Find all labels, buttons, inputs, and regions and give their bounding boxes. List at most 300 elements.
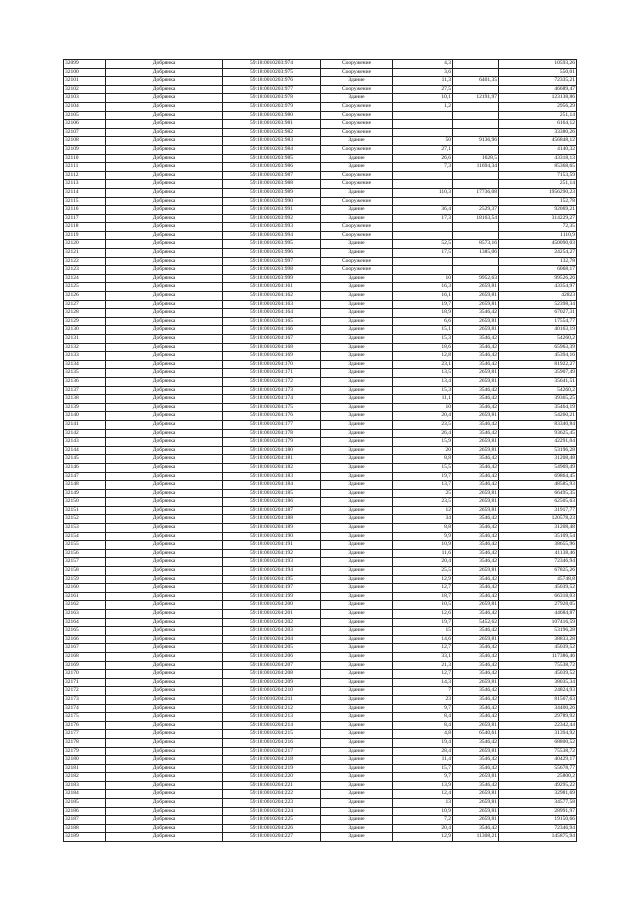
object-type-cell: Здание [321, 713, 393, 722]
cadastral-value-cell: 25800,2 [499, 773, 577, 782]
cadastral-value-cell: 38655,96 [499, 541, 577, 550]
specific-value-cell: 3546,42 [453, 644, 499, 653]
table-row [64, 687, 577, 696]
cadastral-number-cell: 59:18:0010204:176 [223, 412, 321, 421]
area-cell: 16,3 [393, 283, 453, 292]
specific-value-cell: 8573,16 [453, 240, 499, 249]
specific-value-cell [453, 85, 499, 94]
cadastral-number-cell: 59:18:0010204:164 [223, 309, 321, 318]
table-row [64, 764, 577, 773]
row-number-cell: 32178 [64, 738, 106, 747]
specific-value-cell: 2659,81 [453, 438, 499, 447]
locality-cell: Добрянка [106, 652, 223, 661]
locality-cell: Добрянка [106, 240, 223, 249]
object-type-cell: Сооружение [321, 231, 393, 240]
area-cell: 3,6 [393, 68, 453, 77]
locality-cell: Добрянка [106, 77, 223, 86]
object-type-cell: Здание [321, 790, 393, 799]
row-number-cell: 32162 [64, 601, 106, 610]
object-type-cell: Сооружение [321, 68, 393, 77]
locality-cell: Добрянка [106, 395, 223, 404]
object-type-cell: Здание [321, 506, 393, 515]
object-type-cell: Здание [321, 240, 393, 249]
row-number-cell: 32116 [64, 206, 106, 215]
cadastral-value-cell: 49295,22 [499, 781, 577, 790]
table-row [64, 120, 577, 129]
table-row [64, 532, 577, 541]
cadastral-value-cell: 29789,92 [499, 713, 577, 722]
object-type-cell: Здание [321, 575, 393, 584]
table-row [64, 309, 577, 318]
object-type-cell: Здание [321, 429, 393, 438]
specific-value-cell [453, 266, 499, 275]
area-cell: 23,5 [393, 498, 453, 507]
object-type-cell: Здание [321, 352, 393, 361]
table-row [64, 111, 577, 120]
row-number-cell: 32118 [64, 223, 106, 232]
object-type-cell: Здание [321, 807, 393, 816]
table-row [64, 635, 577, 644]
cadastral-value-cell: 145875,94 [499, 833, 577, 842]
row-number-cell: 32105 [64, 111, 106, 120]
cadastral-value-cell: 10593,26 [499, 60, 577, 69]
specific-value-cell: 2659,81 [453, 292, 499, 301]
row-number-cell: 32160 [64, 584, 106, 593]
table-row [64, 489, 577, 498]
area-cell [393, 120, 453, 129]
area-cell: 23 [393, 695, 453, 704]
cadastral-value-cell: 22342,44 [499, 721, 577, 730]
locality-cell: Добрянка [106, 472, 223, 481]
table-row [64, 163, 577, 172]
table-row [64, 549, 577, 558]
cadastral-value-cell: 31394,92 [499, 730, 577, 739]
row-number-cell: 32103 [64, 94, 106, 103]
table-row [64, 575, 577, 584]
locality-cell: Добрянка [106, 120, 223, 129]
table-row [64, 601, 577, 610]
table-row [64, 137, 577, 146]
area-cell: 20,4 [393, 558, 453, 567]
cadastral-value-cell: 251,14 [499, 111, 577, 120]
object-type-cell: Здание [321, 317, 393, 326]
area-cell: 28,4 [393, 747, 453, 756]
locality-cell: Добрянка [106, 102, 223, 111]
cadastral-value-cell: 75538,72 [499, 661, 577, 670]
row-number-cell: 32152 [64, 515, 106, 524]
cadastral-number-cell: 59:18:0010204:199 [223, 592, 321, 601]
specific-value-cell: 2659,81 [453, 326, 499, 335]
row-number-cell: 32146 [64, 463, 106, 472]
cadastral-number-cell: 59:18:0010203:998 [223, 266, 321, 275]
locality-cell: Добрянка [106, 283, 223, 292]
locality-cell: Добрянка [106, 429, 223, 438]
cadastral-number-cell: 59:18:0010204:193 [223, 558, 321, 567]
area-cell: 10,9 [393, 807, 453, 816]
locality-cell: Добрянка [106, 824, 223, 833]
locality-cell: Добрянка [106, 575, 223, 584]
cadastral-number-cell: 59:18:0010204:166 [223, 326, 321, 335]
row-number-cell: 32144 [64, 446, 106, 455]
table-row [64, 317, 577, 326]
specific-value-cell: 3546,42 [453, 395, 499, 404]
table-row [64, 592, 577, 601]
cadastral-number-cell: 59:18:0010204:213 [223, 713, 321, 722]
row-number-cell: 32164 [64, 618, 106, 627]
row-number-cell: 32139 [64, 403, 106, 412]
object-type-cell: Сооружение [321, 145, 393, 154]
cadastral-value-cell: 41138,46 [499, 549, 577, 558]
object-type-cell: Здание [321, 163, 393, 172]
area-cell: 15,3 [393, 335, 453, 344]
area-cell: 25,5 [393, 567, 453, 576]
object-type-cell: Сооружение [321, 128, 393, 137]
document-page [63, 59, 576, 842]
table-row [64, 558, 577, 567]
cadastral-number-cell: 59:18:0010203:977 [223, 85, 321, 94]
specific-value-cell: 2659,81 [453, 300, 499, 309]
cadastral-value-cell: 65963,39 [499, 343, 577, 352]
area-cell: 12,8 [393, 352, 453, 361]
specific-value-cell: 3546,42 [453, 695, 499, 704]
object-type-cell: Здание [321, 584, 393, 593]
cadastral-number-cell: 59:18:0010204:170 [223, 360, 321, 369]
row-number-cell: 32184 [64, 790, 106, 799]
table-row [64, 670, 577, 679]
cadastral-value-cell: 132,78 [499, 257, 577, 266]
cadastral-number-cell: 59:18:0010204:189 [223, 524, 321, 533]
specific-value-cell: 3546,42 [453, 610, 499, 619]
object-type-cell: Сооружение [321, 60, 393, 69]
area-cell: 15,9 [393, 438, 453, 447]
row-number-cell: 32169 [64, 661, 106, 670]
locality-cell: Добрянка [106, 137, 223, 146]
cadastral-value-cell: 28991,97 [499, 807, 577, 816]
cadastral-number-cell: 59:18:0010204:174 [223, 395, 321, 404]
table-row [64, 128, 577, 137]
cadastral-number-cell: 59:18:0010203:982 [223, 128, 321, 137]
row-number-cell: 32154 [64, 532, 106, 541]
specific-value-cell: 3546,42 [453, 472, 499, 481]
object-type-cell: Здание [321, 747, 393, 756]
table-row [64, 102, 577, 111]
area-cell: 15,7 [393, 764, 453, 773]
table-row [64, 360, 577, 369]
cadastral-number-cell: 59:18:0010204:185 [223, 489, 321, 498]
table-body [64, 60, 577, 842]
locality-cell: Добрянка [106, 128, 223, 137]
object-type-cell: Здание [321, 446, 393, 455]
cadastral-number-cell: 59:18:0010204:222 [223, 790, 321, 799]
cadastral-number-cell: 59:18:0010203:986 [223, 163, 321, 172]
row-number-cell: 32151 [64, 506, 106, 515]
row-number-cell: 32157 [64, 558, 106, 567]
locality-cell: Добрянка [106, 713, 223, 722]
row-number-cell: 32182 [64, 773, 106, 782]
cadastral-value-cell: 67027,31 [499, 309, 577, 318]
area-cell: 8,8 [393, 455, 453, 464]
object-type-cell: Здание [321, 283, 393, 292]
row-number-cell: 32123 [64, 266, 106, 275]
cadastral-value-cell: 42291,04 [499, 438, 577, 447]
locality-cell: Добрянка [106, 721, 223, 730]
area-cell: 21,3 [393, 661, 453, 670]
row-number-cell: 32173 [64, 695, 106, 704]
object-type-cell: Здание [321, 670, 393, 679]
cadastral-number-cell: 59:18:0010204:191 [223, 541, 321, 550]
cadastral-value-cell: 38833,28 [499, 635, 577, 644]
table-row [64, 661, 577, 670]
row-number-cell: 32126 [64, 292, 106, 301]
object-type-cell: Здание [321, 592, 393, 601]
specific-value-cell: 3546,42 [453, 704, 499, 713]
area-cell [393, 223, 453, 232]
row-number-cell: 32156 [64, 549, 106, 558]
table-row [64, 395, 577, 404]
locality-cell: Добрянка [106, 532, 223, 541]
table-row [64, 283, 577, 292]
specific-value-cell: 2529,37 [453, 206, 499, 215]
cadastral-value-cell: 62505,63 [499, 498, 577, 507]
object-type-cell: Сооружение [321, 197, 393, 206]
cadastral-value-cell: 35907,49 [499, 369, 577, 378]
table-row [64, 369, 577, 378]
cadastral-number-cell: 59:18:0010203:985 [223, 154, 321, 163]
locality-cell: Добрянка [106, 377, 223, 386]
cadastral-number-cell: 59:18:0010204:183 [223, 472, 321, 481]
specific-value-cell: 3546,42 [453, 386, 499, 395]
area-cell: 36,4 [393, 206, 453, 215]
table-row [64, 429, 577, 438]
area-cell: 13,7 [393, 481, 453, 490]
object-type-cell: Сооружение [321, 223, 393, 232]
specific-value-cell: 3546,42 [453, 713, 499, 722]
area-cell: 8,4 [393, 721, 453, 730]
object-type-cell: Здание [321, 661, 393, 670]
object-type-cell: Здание [321, 756, 393, 765]
row-number-cell: 32159 [64, 575, 106, 584]
object-type-cell: Здание [321, 799, 393, 808]
cadastral-number-cell: 59:18:0010204:195 [223, 575, 321, 584]
locality-cell: Добрянка [106, 369, 223, 378]
row-number-cell: 32186 [64, 807, 106, 816]
locality-cell: Добрянка [106, 111, 223, 120]
specific-value-cell: 2659,81 [453, 816, 499, 825]
table-row [64, 154, 577, 163]
specific-value-cell: 3546,42 [453, 532, 499, 541]
cadastral-value-cell: 44684,87 [499, 610, 577, 619]
object-type-cell: Здание [321, 567, 393, 576]
locality-cell: Добрянка [106, 309, 223, 318]
locality-cell: Добрянка [106, 60, 223, 69]
specific-value-cell: 3546,42 [453, 652, 499, 661]
locality-cell: Добрянка [106, 610, 223, 619]
object-type-cell: Сооружение [321, 102, 393, 111]
row-number-cell: 32153 [64, 524, 106, 533]
locality-cell: Добрянка [106, 274, 223, 283]
area-cell: 8,8 [393, 524, 453, 533]
object-type-cell: Здание [321, 515, 393, 524]
specific-value-cell: 6540,61 [453, 730, 499, 739]
row-number-cell: 32179 [64, 747, 106, 756]
row-number-cell: 32114 [64, 188, 106, 197]
row-number-cell: 32134 [64, 360, 106, 369]
cadastral-number-cell: 59:18:0010204:186 [223, 498, 321, 507]
table-row [64, 300, 577, 309]
row-number-cell: 32108 [64, 137, 106, 146]
specific-value-cell: 3546,42 [453, 524, 499, 533]
specific-value-cell [453, 223, 499, 232]
cadastral-number-cell: 59:18:0010204:224 [223, 807, 321, 816]
object-type-cell: Здание [321, 833, 393, 842]
cadastral-number-cell: 59:18:0010204:192 [223, 549, 321, 558]
object-type-cell: Здание [321, 137, 393, 146]
cadastral-value-cell: 72346,94 [499, 558, 577, 567]
cadastral-value-cell: 45039,52 [499, 584, 577, 593]
area-cell [393, 111, 453, 120]
area-cell: 19,7 [393, 618, 453, 627]
row-number-cell: 32106 [64, 120, 106, 129]
locality-cell: Добрянка [106, 670, 223, 679]
table-row [64, 799, 577, 808]
cadastral-value-cell: 31208,48 [499, 524, 577, 533]
cadastral-value-cell: 32981,69 [499, 790, 577, 799]
locality-cell: Добрянка [106, 687, 223, 696]
cadastral-value-cell: 2956,29 [499, 102, 577, 111]
area-cell: 27,1 [393, 145, 453, 154]
locality-cell: Добрянка [106, 558, 223, 567]
area-cell: 20,4 [393, 412, 453, 421]
object-type-cell: Здание [321, 738, 393, 747]
object-type-cell: Здание [321, 377, 393, 386]
table-row [64, 618, 577, 627]
area-cell [393, 231, 453, 240]
cadastral-number-cell: 59:18:0010204:214 [223, 721, 321, 730]
table-row [64, 68, 577, 77]
cadastral-number-cell: 59:18:0010203:996 [223, 249, 321, 258]
cadastral-number-cell: 59:18:0010203:979 [223, 102, 321, 111]
area-cell: 11,3 [393, 77, 453, 86]
area-cell [393, 257, 453, 266]
specific-value-cell: 2659,81 [453, 799, 499, 808]
specific-value-cell: 2659,81 [453, 790, 499, 799]
cadastral-value-cell: 35109,54 [499, 532, 577, 541]
row-number-cell: 32104 [64, 102, 106, 111]
locality-cell: Добрянка [106, 300, 223, 309]
specific-value-cell: 1385,06 [453, 249, 499, 258]
cadastral-value-cell: 66495,35 [499, 489, 577, 498]
cadastral-number-cell: 59:18:0010204:182 [223, 463, 321, 472]
cadastral-number-cell: 59:18:0010203:995 [223, 240, 321, 249]
locality-cell: Добрянка [106, 249, 223, 258]
area-cell: 11,1 [393, 395, 453, 404]
area-cell: 16,1 [393, 292, 453, 301]
cadastral-value-cell: 54260,21 [499, 412, 577, 421]
cadastral-number-cell: 59:18:0010204:202 [223, 618, 321, 627]
specific-value-cell: 3546,42 [453, 584, 499, 593]
area-cell: 13,4 [393, 377, 453, 386]
cadastral-number-cell: 59:18:0010203:975 [223, 68, 321, 77]
row-number-cell: 32140 [64, 412, 106, 421]
locality-cell: Добрянка [106, 231, 223, 240]
locality-cell: Добрянка [106, 455, 223, 464]
table-row [64, 652, 577, 661]
cadastral-value-cell: 93625,45 [499, 429, 577, 438]
row-number-cell: 32128 [64, 309, 106, 318]
object-type-cell: Здание [321, 412, 393, 421]
locality-cell: Добрянка [106, 799, 223, 808]
row-number-cell: 32137 [64, 386, 106, 395]
object-type-cell: Здание [321, 455, 393, 464]
locality-cell: Добрянка [106, 154, 223, 163]
specific-value-cell: 3546,42 [453, 403, 499, 412]
area-cell: 10,1 [393, 94, 453, 103]
row-number-cell: 32130 [64, 326, 106, 335]
cadastral-value-cell: 152,78 [499, 197, 577, 206]
area-cell: 34 [393, 515, 453, 524]
cadastral-number-cell: 59:18:0010204:184 [223, 481, 321, 490]
area-cell: 1,2 [393, 102, 453, 111]
object-type-cell: Здание [321, 532, 393, 541]
locality-cell: Добрянка [106, 68, 223, 77]
object-type-cell: Здание [321, 549, 393, 558]
locality-cell: Добрянка [106, 635, 223, 644]
row-number-cell: 32174 [64, 704, 106, 713]
table-row [64, 584, 577, 593]
specific-value-cell: 18163,54 [453, 214, 499, 223]
cadastral-number-cell: 59:18:0010204:212 [223, 704, 321, 713]
table-row [64, 231, 577, 240]
specific-value-cell: 2659,81 [453, 506, 499, 515]
locality-cell: Добрянка [106, 188, 223, 197]
locality-cell: Добрянка [106, 773, 223, 782]
cadastral-value-cell: 314229,27 [499, 214, 577, 223]
object-type-cell: Здание [321, 335, 393, 344]
object-type-cell: Здание [321, 463, 393, 472]
cadastral-number-cell: 59:18:0010204:216 [223, 738, 321, 747]
cadastral-value-cell: 55678,77 [499, 764, 577, 773]
locality-cell: Добрянка [106, 257, 223, 266]
cadastral-value-cell: 54260,2 [499, 335, 577, 344]
area-cell: 12,4 [393, 790, 453, 799]
row-number-cell: 32133 [64, 352, 106, 361]
row-number-cell: 32149 [64, 489, 106, 498]
area-cell: 8,4 [393, 713, 453, 722]
cadastral-value-cell: 85368,65 [499, 163, 577, 172]
table-row [64, 695, 577, 704]
locality-cell: Добрянка [106, 584, 223, 593]
cadastral-number-cell: 59:18:0010204:204 [223, 635, 321, 644]
cadastral-number-cell: 59:18:0010204:162 [223, 292, 321, 301]
object-type-cell: Здание [321, 214, 393, 223]
table-row [64, 747, 577, 756]
locality-cell: Добрянка [106, 678, 223, 687]
table-row [64, 343, 577, 352]
table-row [64, 60, 577, 69]
table-row [64, 77, 577, 86]
locality-cell: Добрянка [106, 463, 223, 472]
cadastral-value-cell: 75538,72 [499, 747, 577, 756]
locality-cell: Добрянка [106, 489, 223, 498]
area-cell: 33,1 [393, 652, 453, 661]
area-cell: 4,3 [393, 60, 453, 69]
table-row [64, 730, 577, 739]
cadastral-number-cell: 59:18:0010203:978 [223, 94, 321, 103]
object-type-cell: Здание [321, 824, 393, 833]
locality-cell: Добрянка [106, 266, 223, 275]
table-row [64, 171, 577, 180]
specific-value-cell: 2659,81 [453, 369, 499, 378]
